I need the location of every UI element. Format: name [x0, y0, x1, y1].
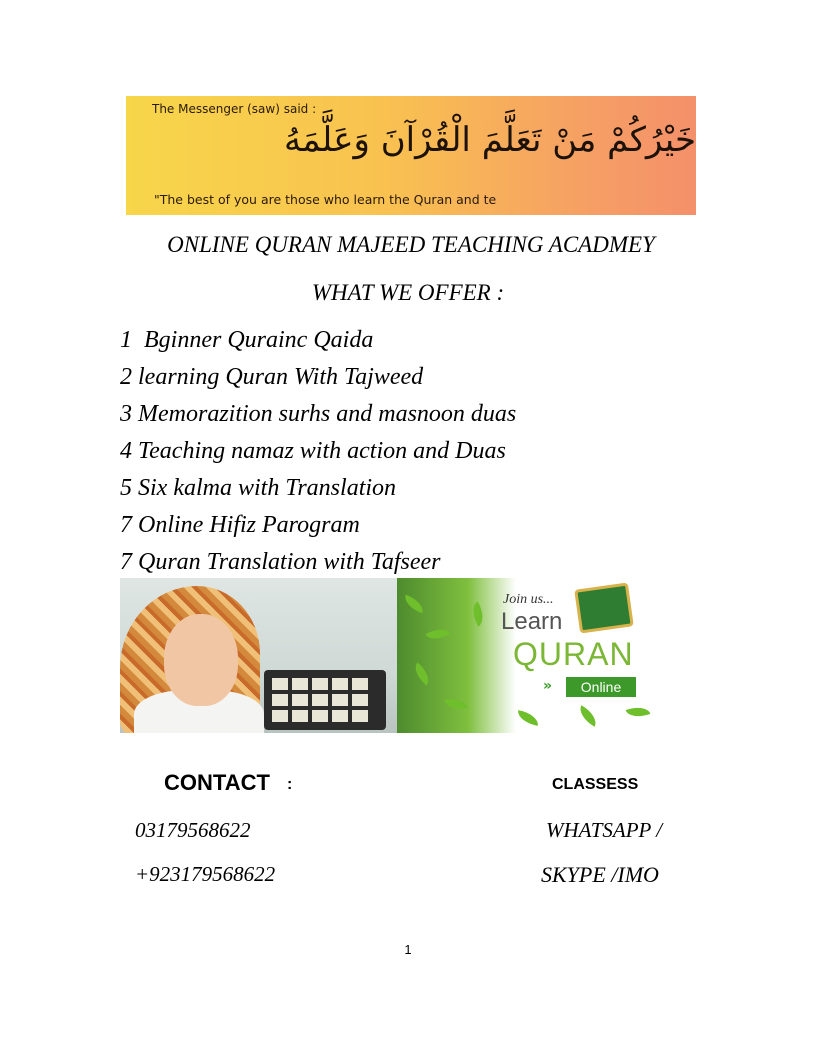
offer-item: 5 Six kalma with Translation	[120, 475, 397, 501]
girl-with-tablet-photo	[120, 578, 397, 733]
double-arrow-icon: »	[543, 678, 553, 694]
hadith-banner	[126, 96, 696, 215]
class-channels: WHATSAPP /	[546, 818, 663, 842]
offer-item: 7 Online Hifiz Parogram	[120, 512, 360, 538]
phone-number: 03179568622	[135, 818, 251, 842]
phone-number-international: +923179568622	[135, 862, 276, 886]
offer-item: 7 Quran Translation with Tafseer	[120, 549, 441, 575]
learn-quran-online-graphic	[397, 578, 680, 733]
banner-arabic-calligraphy: خَيْرُكُمْ مَنْ تَعَلَّمَ الْقُرْآنَ وَعَلَّمَهُ	[284, 120, 696, 160]
quran-book-icon	[574, 582, 634, 633]
banner-intro: The Messenger (saw) said :	[152, 102, 317, 116]
class-channels: SKYPE /IMO	[541, 862, 659, 887]
contact-label: CONTACT	[164, 770, 270, 795]
offer-list	[120, 322, 516, 581]
online-badge: Online	[566, 677, 636, 697]
learn-text: Learn	[501, 608, 563, 635]
offer-item: 2 learning Quran With Tajweed	[120, 364, 424, 390]
offer-item: 1 Bginner Qurainc Qaida	[120, 327, 374, 353]
offer-item: 3 Memorazition surhs and masnoon duas	[120, 401, 517, 427]
offer-heading: WHAT WE OFFER :	[311, 280, 505, 305]
page-number: 1	[404, 942, 412, 957]
quran-text: QURAN	[513, 636, 634, 672]
contact-colon: :	[287, 776, 293, 793]
page-title: ONLINE QURAN MAJEED TEACHING ACADMEY	[167, 232, 655, 257]
join-us-text: Join us...	[503, 592, 554, 607]
offer-item: 4 Teaching namaz with action and Duas	[120, 438, 506, 464]
banner-translation: "The best of you are those who learn the Quran and te	[154, 192, 497, 207]
promo-image-strip	[120, 578, 680, 733]
classes-label: CLASSESS	[552, 776, 639, 793]
